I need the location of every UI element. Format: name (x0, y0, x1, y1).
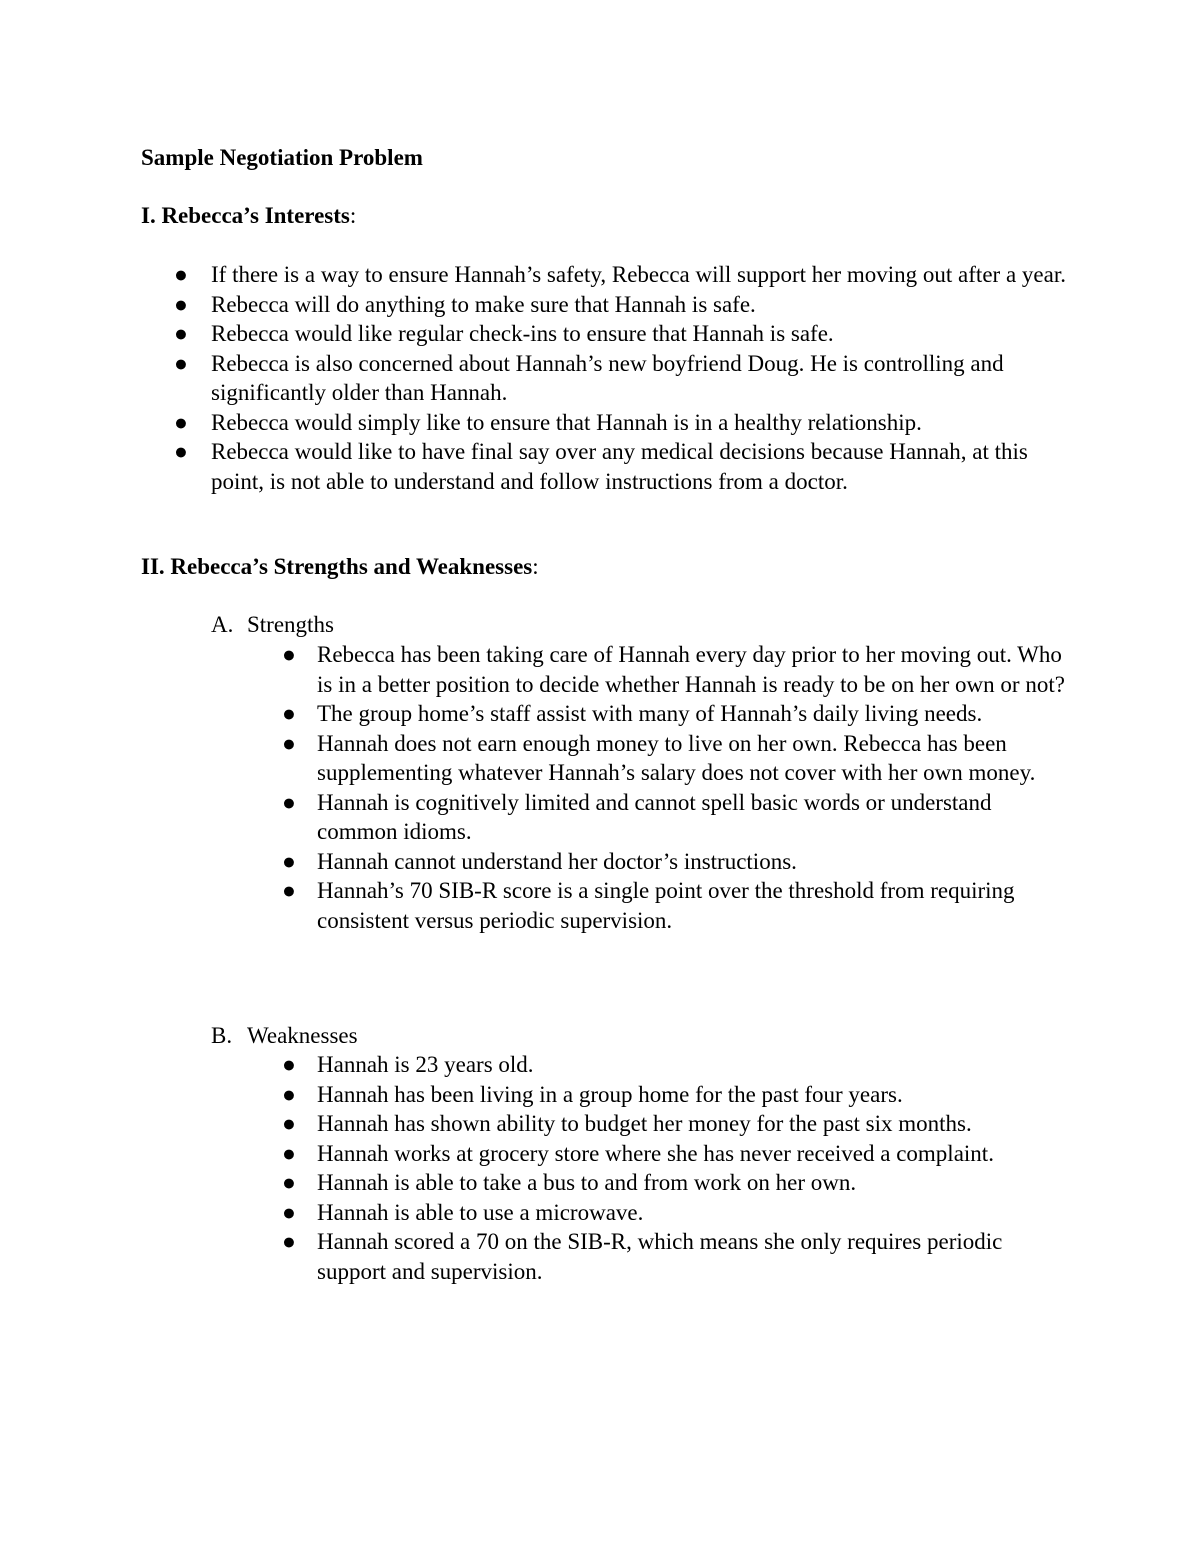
weakness-item-text: Hannah has been living in a group home for the past four years. (317, 1081, 903, 1107)
weaknesses-letter: B. (211, 1023, 233, 1048)
bullet-icon: ● (282, 848, 296, 874)
list-item (282, 1050, 1077, 1080)
list-item (282, 640, 1077, 699)
weakness-item-text: Hannah is able to use a microwave. (317, 1199, 644, 1225)
bullet-icon: ● (282, 878, 296, 903)
weakness-item-text: Hannah is 23 years old. (317, 1052, 534, 1077)
bullet-icon: ● (282, 1111, 296, 1136)
list-item (282, 729, 1077, 788)
bullet-icon: ● (282, 1229, 296, 1254)
list-item (282, 876, 1077, 935)
bullet-icon: ● (174, 262, 188, 287)
weaknesses-label (211, 1021, 358, 1051)
strengths-label (211, 610, 334, 640)
interest-item-text: Rebecca would like to have final say over any medical decisions because Hannah, at this point, is not able to understand and follow instructions from a doctor. (211, 439, 1028, 494)
weakness-item-text: Hannah works at grocery store where she has never received a complaint. (317, 1140, 994, 1166)
list-item (282, 1227, 1077, 1286)
interests-heading-colon: : (349, 203, 357, 228)
list-item (174, 437, 1071, 496)
list-item (282, 1139, 1077, 1169)
interests-heading (141, 201, 356, 231)
bullet-icon: ● (282, 1052, 296, 1077)
weaknesses-list (282, 1050, 1077, 1286)
bullet-icon: ● (282, 1170, 296, 1195)
strengths-list (282, 640, 1077, 935)
interests-heading-text: I. Rebecca’s Interests (141, 203, 350, 228)
bullet-icon: ● (174, 321, 188, 346)
weaknesses-label-text: Weaknesses (247, 1023, 358, 1048)
strengths-label-text: Strengths (247, 612, 334, 637)
strength-item-text: Rebecca has been taking care of Hannah every day prior to her moving out. Who is in a better position to decide whether Hannah is ready to be on her own or not? (317, 642, 1065, 697)
bullet-icon: ● (282, 1140, 296, 1166)
bullet-icon: ● (282, 642, 296, 667)
bullet-icon: ● (174, 439, 188, 464)
interest-item-text: Rebecca would simply like to ensure that Hannah is in a healthy relationship. (211, 409, 922, 435)
list-item (282, 1080, 1077, 1110)
interest-item-text: If there is a way to ensure Hannah’s safety, Rebecca will support her moving out after a year. (211, 262, 1066, 287)
sw-heading-text: II. Rebecca’s Strengths and Weaknesses (141, 554, 533, 579)
list-item (282, 847, 1077, 877)
list-item (174, 349, 1071, 408)
bullet-icon: ● (174, 350, 188, 376)
bullet-icon: ● (174, 291, 188, 317)
list-item (174, 408, 1071, 438)
bullet-icon: ● (282, 730, 296, 756)
strengths-letter: A. (211, 612, 234, 637)
document-title: Sample Negotiation Problem (141, 145, 423, 170)
interest-item-text: Rebecca would like regular check-ins to ensure that Hannah is safe. (211, 321, 834, 346)
weakness-item-text: Hannah is able to take a bus to and from work on her own. (317, 1170, 857, 1195)
list-item (282, 1109, 1077, 1139)
list-item (174, 260, 1071, 290)
bullet-icon: ● (282, 1081, 296, 1107)
bullet-icon: ● (282, 789, 296, 815)
strength-item-text: Hannah does not earn enough money to live on her own. Rebecca has been supplementing whatever Hannah’s salary does not cover with her own money. (317, 730, 1036, 785)
interests-list (174, 260, 1071, 496)
interest-item-text: Rebecca will do anything to make sure that Hannah is safe. (211, 291, 756, 317)
strengths-weaknesses-heading (141, 552, 539, 582)
strength-item-text: The group home’s staff assist with many of Hannah’s daily living needs. (317, 701, 983, 726)
strength-item-text: Hannah is cognitively limited and cannot spell basic words or understand common idioms. (317, 789, 992, 844)
list-item (282, 699, 1077, 729)
weakness-item-text: Hannah has shown ability to budget her money for the past six months. (317, 1111, 972, 1136)
strength-item-text: Hannah cannot understand her doctor’s instructions. (317, 848, 797, 874)
list-item (282, 788, 1077, 847)
bullet-icon: ● (282, 1199, 296, 1225)
list-item (174, 319, 1071, 349)
weakness-item-text: Hannah scored a 70 on the SIB-R, which means she only requires periodic support and supervision. (317, 1229, 1003, 1284)
sw-heading-colon: : (532, 554, 539, 579)
interest-item-text: Rebecca is also concerned about Hannah’s new boyfriend Doug. He is controlling and significantly older than Hannah. (211, 350, 1004, 405)
bullet-icon: ● (282, 701, 296, 726)
list-item (282, 1198, 1077, 1228)
list-item (174, 290, 1071, 320)
list-item (282, 1168, 1077, 1198)
strength-item-text: Hannah’s 70 SIB-R score is a single point over the threshold from requiring consistent versus periodic supervision. (317, 878, 1015, 933)
bullet-icon: ● (174, 409, 188, 435)
